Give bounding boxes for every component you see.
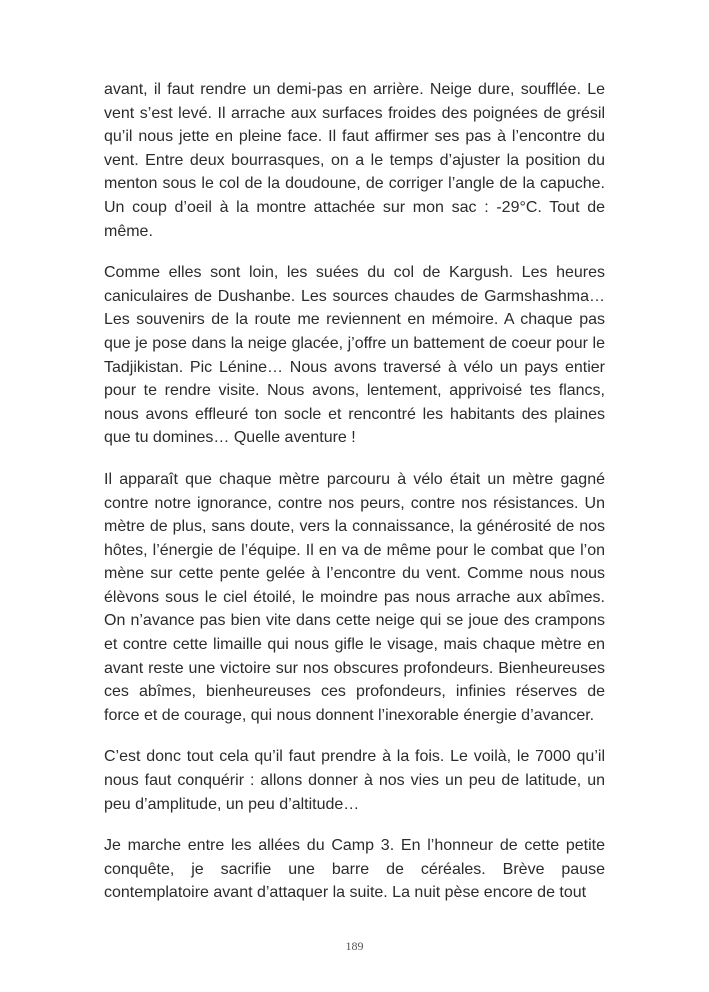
paragraph-4: C’est donc tout cela qu’il faut prendre à la fois. Le voilà, le 7000 qu’il nous faut conquérir : allons donner à nos vies un peu de latitude, un peu d’amplitude, un peu d’altitude… [104, 748, 605, 813]
paragraph-3: Il apparaît que chaque mètre parcouru à vélo était un mètre gagné contre notre ignorance, contre nos peurs, contre nos résistances. Un mètre de plus, sans doute, vers la connaissance, la générosité de nos hôtes, l’énergie de l’équipe. Il en va de même pour le combat que l’on mène sur cette pente gelée à l’encontre du vent. Comme nous nous élèvons sous le ciel étoilé, le moindre pas nous arrache aux abîmes. On n’avance pas bien vite dans cette neige qui se joue des crampons et contre cette limaille qui nous gifle le visage, mais chaque mètre en avant reste une victoire sur nos obscures profondeurs. Bienheureuses ces abîmes, bienheureuses ces profondeurs, infinies réserves de force et de courage, qui nous donnent l’inexorable énergie d’avancer. [104, 470, 605, 724]
paragraph-5: Je marche entre les allées du Camp 3. En l’honneur de cette petite conquête, je sacrifie une barre de céréales. Brève pause contemplatoire avant d’attaquer la suite. La nuit pèse encore de tout [104, 837, 605, 902]
page-body [104, 78, 605, 923]
paragraph-2: Comme elles sont loin, les suées du col de Kargush. Les heures caniculaires de Dushanbe. Les sources chaudes de Garmshashma… Les souvenirs de la route me reviennent en mémoire. A chaque pas que je pose dans la neige glacée, j’offre un battement de coeur pour le Tadjikistan. Pic Lénine… Nous avons traversé à vélo un pays entier pour te rendre visite. Nous avons, lentement, apprivoisé tes flancs, nous avons effleuré ton socle et rencontré les habitants des plaines que tu domines… Quelle aventure ! [104, 264, 605, 447]
page-number: 189 [345, 939, 364, 953]
paragraph-1: avant, il faut rendre un demi-pas en arrière. Neige dure, soufflée. Le vent s’est levé. Il arrache aux surfaces froides des poignées de grésil qu’il nous jette en pleine face. Il faut affirmer ses pas à l’encontre du vent. Entre deux bourrasques, on a le temps d’ajuster la position du menton sous le col de la doudoune, de corriger l’angle de la capuche. Un coup d’oeil à la montre attachée sur mon sac : -29°C. Tout de même. [104, 81, 605, 240]
